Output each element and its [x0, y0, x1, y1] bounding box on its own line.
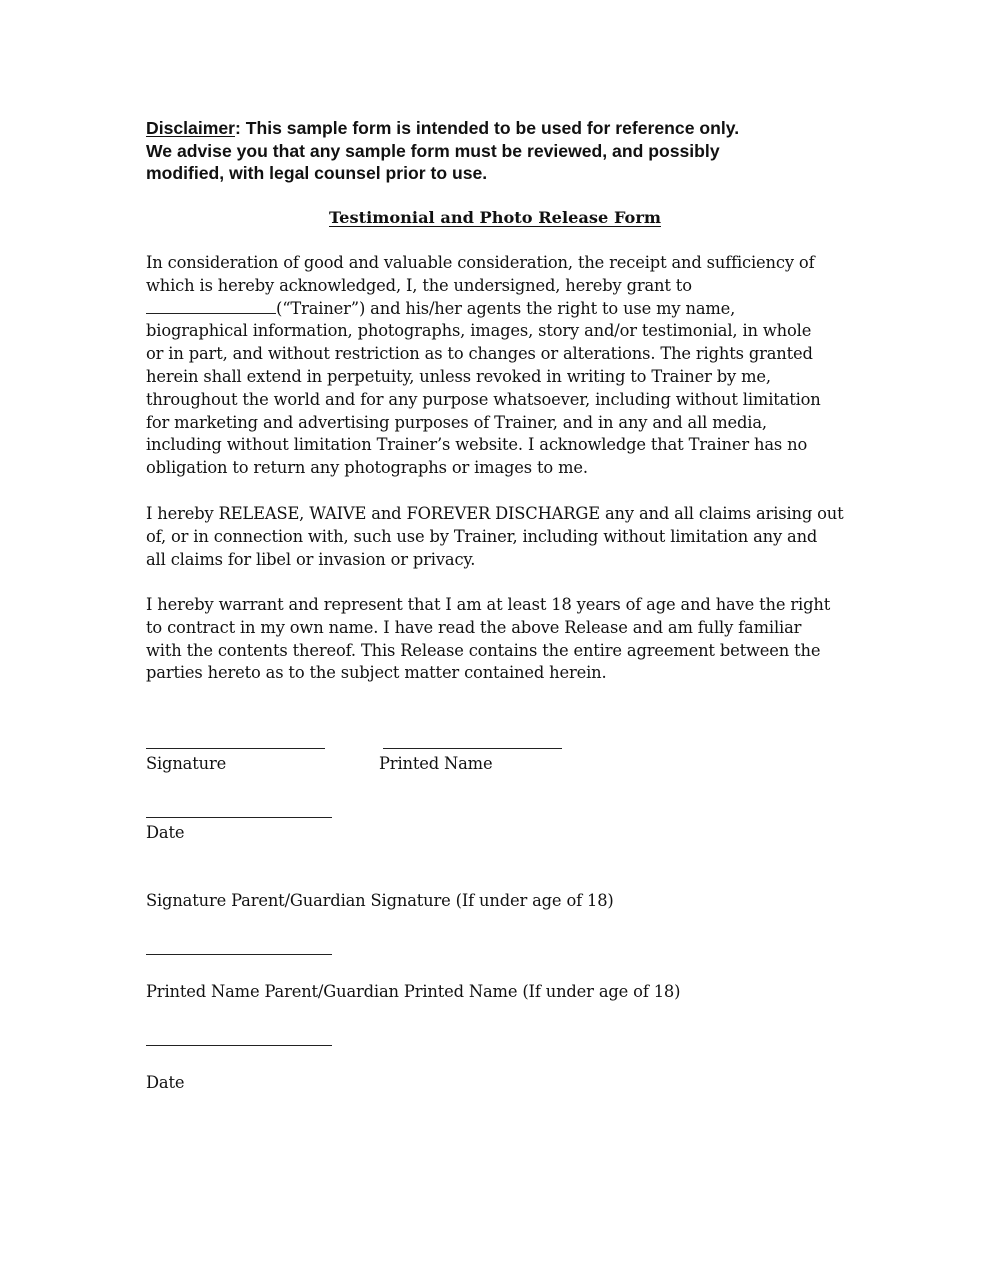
signature-label: Signature: [146, 754, 227, 773]
paragraph-line: [146, 298, 856, 321]
date-line[interactable]: [146, 817, 332, 818]
signature-line[interactable]: [146, 748, 325, 749]
disclaimer-block: [146, 117, 846, 185]
guardian-signature-label: Signature Parent/Guardian Signature (If under age of 18): [146, 891, 614, 910]
disclaimer-line-1: [146, 117, 846, 140]
paragraph-line: or in part, and without restriction as to changes or alterations. The rights granted: [146, 344, 813, 364]
trainer-name-blank[interactable]: [146, 299, 276, 314]
paragraph-line: I hereby RELEASE, WAIVE and FOREVER DISCHARGE any and all claims arising out: [146, 504, 844, 523]
guardian-printed-name-line[interactable]: [146, 1045, 332, 1046]
guardian-printed-name-label: Printed Name Parent/Guardian Printed Name (If under age of 18): [146, 982, 681, 1001]
paragraph-line: herein shall extend in perpetuity, unless revoked in writing to Trainer by me,: [146, 366, 771, 386]
release-paragraph: [146, 503, 856, 571]
printed-name-line[interactable]: [383, 748, 562, 749]
disclaimer-heading: Disclaimer: [146, 118, 235, 138]
consideration-paragraph: [146, 252, 856, 480]
paragraph-line: which is hereby acknowledged, I, the undersigned, hereby grant to: [146, 275, 692, 295]
paragraph-line: all claims for libel or invasion or privacy.: [146, 549, 476, 569]
paragraph-line: biographical information, photographs, images, story and/or testimonial, in whole: [146, 321, 812, 341]
paragraph-line: for marketing and advertising purposes of Trainer, and in any and all media,: [146, 412, 767, 432]
disclaimer-line-2: We advise you that any sample form must be reviewed, and possibly: [146, 140, 720, 161]
paragraph-line: In consideration of good and valuable consideration, the receipt and sufficiency of: [146, 253, 815, 272]
trainer-grant-text: (“Trainer”) and his/her agents the right to use my name,: [276, 298, 736, 318]
paragraph-line: throughout the world and for any purpose whatsoever, including without limitation: [146, 389, 821, 409]
guardian-date-label: Date: [146, 1073, 185, 1092]
paragraph-line: with the contents thereof. This Release contains the entire agreement between the: [146, 640, 821, 660]
paragraph-line: of, or in connection with, such use by Trainer, including without limitation any and: [146, 526, 818, 546]
disclaimer-line-3: modified, with legal counsel prior to use.: [146, 163, 488, 183]
form-title: Testimonial and Photo Release Form: [329, 208, 661, 227]
disclaimer-text-1: : This sample form is intended to be used for reference only.: [235, 118, 740, 138]
paragraph-line: obligation to return any photographs or images to me.: [146, 458, 588, 478]
paragraph-line: to contract in my own name. I have read the above Release and am fully familiar: [146, 617, 802, 637]
paragraph-line: parties hereto as to the subject matter contained herein.: [146, 663, 607, 683]
date-label: Date: [146, 823, 185, 842]
guardian-signature-line[interactable]: [146, 954, 332, 955]
warranty-paragraph: [146, 594, 856, 685]
printed-name-label: Printed Name: [379, 754, 493, 773]
paragraph-line: including without limitation Trainer’s website. I acknowledge that Trainer has no: [146, 435, 808, 455]
paragraph-line: I hereby warrant and represent that I am at least 18 years of age and have the right: [146, 595, 831, 614]
